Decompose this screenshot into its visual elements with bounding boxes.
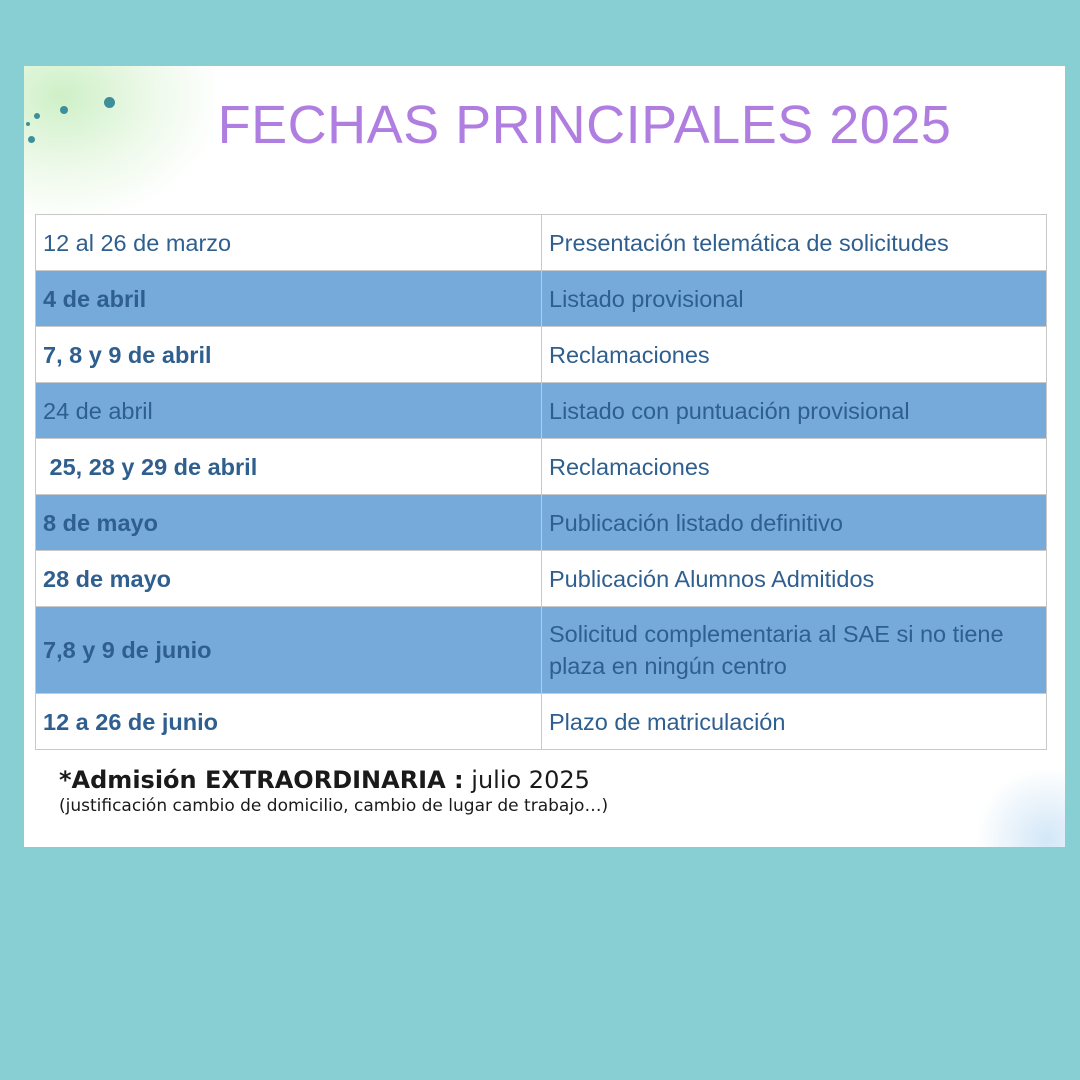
page-title: FECHAS PRINCIPALES 2025 xyxy=(217,95,952,155)
row-description: Solicitud complementaria al SAE si no tiene plaza en ningún centro xyxy=(542,607,1047,694)
row-description: Listado provisional xyxy=(542,271,1047,327)
table-row xyxy=(36,439,1047,495)
row-date: 7, 8 y 9 de abril xyxy=(36,327,542,383)
row-description: Publicación listado definitivo xyxy=(542,495,1047,551)
table-row xyxy=(36,495,1047,551)
table-row xyxy=(36,694,1047,750)
row-date: 12 al 26 de marzo xyxy=(36,215,542,271)
row-description: Presentación telemática de solicitudes xyxy=(542,215,1047,271)
row-description: Listado con puntuación provisional xyxy=(542,383,1047,439)
table-row xyxy=(36,607,1047,694)
row-date: 25, 28 y 29 de abril xyxy=(36,439,542,495)
row-date: 4 de abril xyxy=(36,271,542,327)
footnote-label: *Admisión EXTRAORDINARIA : xyxy=(59,766,464,794)
table-row xyxy=(36,271,1047,327)
footnote-value: julio 2025 xyxy=(463,766,590,794)
row-date: 12 a 26 de junio xyxy=(36,694,542,750)
row-date: 28 de mayo xyxy=(36,551,542,607)
schedule-table xyxy=(35,214,1047,750)
row-description: Publicación Alumnos Admitidos xyxy=(542,551,1047,607)
table-row xyxy=(36,383,1047,439)
row-description: Reclamaciones xyxy=(542,439,1047,495)
footnote xyxy=(59,766,608,816)
slide-card xyxy=(24,66,1065,847)
row-description: Plazo de matriculación xyxy=(542,694,1047,750)
table-row xyxy=(36,327,1047,383)
table-row xyxy=(36,551,1047,607)
footnote-headline xyxy=(59,766,608,794)
footnote-detail: (justificación cambio de domicilio, cambio de lugar de trabajo…) xyxy=(59,796,609,816)
row-date: 7,8 y 9 de junio xyxy=(36,607,542,694)
row-date: 8 de mayo xyxy=(36,495,542,551)
row-description: Reclamaciones xyxy=(542,327,1047,383)
row-date: 24 de abril xyxy=(36,383,542,439)
table-row xyxy=(36,215,1047,271)
decorative-corner xyxy=(975,767,1065,847)
